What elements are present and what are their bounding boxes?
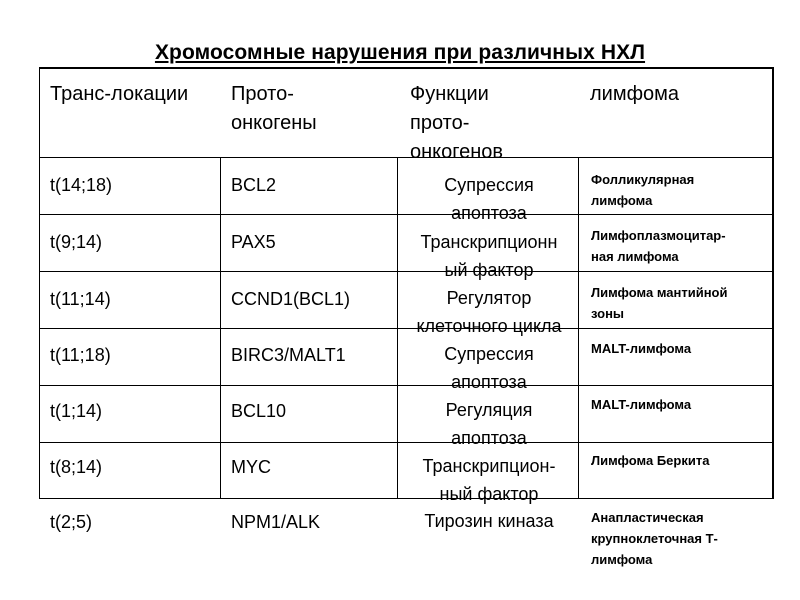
header-translocations bbox=[50, 80, 188, 109]
header-functions bbox=[410, 80, 503, 167]
header-functions-line: прото- bbox=[410, 112, 470, 134]
cell-function-line: Тирозин киназа bbox=[424, 511, 554, 531]
cell-function bbox=[398, 396, 580, 452]
cell-translocation: t(14;18) bbox=[50, 175, 113, 195]
cell-translocation: t(2;5) bbox=[50, 512, 93, 532]
header-translocations-label: Транс-локации bbox=[50, 83, 189, 105]
cell-gene: BCL2 bbox=[231, 175, 277, 195]
page-title: Хромосомные нарушения при различных НХЛ bbox=[154, 41, 646, 64]
cell-lymphoma-line: крупноклеточная Т- bbox=[591, 531, 718, 546]
cell-function-line: Регулятор bbox=[446, 288, 532, 308]
cell-lymphoma-line: лимфома bbox=[591, 552, 653, 567]
cell-function bbox=[398, 452, 580, 508]
table-border-right bbox=[772, 67, 774, 499]
cell-lymphoma bbox=[591, 282, 727, 324]
cell-function-line: ый фактор bbox=[444, 260, 534, 280]
cell-lymphoma-line: Лимфома Беркита bbox=[591, 453, 710, 468]
cell-lymphoma bbox=[591, 450, 709, 471]
cell-function-line: апоптоза bbox=[451, 428, 527, 448]
cell-lymphoma-line: MALT-лимфома bbox=[591, 397, 692, 412]
cell-function-line: ный фактор bbox=[439, 484, 539, 504]
cell-lymphoma bbox=[591, 338, 691, 359]
cell-function-line: Супрессия bbox=[444, 344, 534, 364]
cell-lymphoma bbox=[591, 394, 691, 415]
header-protooncogenes bbox=[231, 80, 317, 138]
table-border-top bbox=[39, 67, 774, 69]
cell-lymphoma-line: ная лимфома bbox=[591, 249, 679, 264]
cell-lymphoma-line: Фолликулярная bbox=[591, 172, 695, 187]
cell-lymphoma-line: Анапластическая bbox=[591, 510, 704, 525]
cell-translocation: t(8;14) bbox=[50, 457, 103, 477]
header-protooncogenes-line: Прото- bbox=[231, 83, 294, 105]
cell-gene: CCND1(BCL1) bbox=[231, 289, 351, 309]
cell-lymphoma bbox=[591, 507, 718, 570]
cell-translocation: t(1;14) bbox=[50, 401, 103, 421]
cell-function-line: клеточного цикла bbox=[416, 316, 562, 336]
cell-function-line: Регуляция bbox=[445, 400, 533, 420]
table-border-left bbox=[39, 67, 40, 499]
cell-translocation: t(11;18) bbox=[50, 345, 111, 365]
row-divider bbox=[39, 157, 774, 158]
header-functions-line: Функции bbox=[410, 83, 489, 105]
header-lymphoma bbox=[590, 80, 679, 109]
cell-function bbox=[398, 507, 580, 535]
cell-lymphoma bbox=[591, 225, 726, 267]
cell-translocation: t(11;14) bbox=[50, 289, 111, 309]
cell-translocation: t(9;14) bbox=[50, 232, 103, 252]
cell-function bbox=[398, 228, 580, 284]
header-functions-line: онкогенов bbox=[410, 141, 504, 163]
cell-gene: MYC bbox=[231, 457, 271, 477]
cell-lymphoma-line: зоны bbox=[591, 306, 625, 321]
cell-function bbox=[398, 171, 580, 227]
cell-function-line: Транскрипцион- bbox=[422, 456, 556, 476]
cell-gene: NPM1/ALK bbox=[231, 512, 321, 532]
cell-gene: PAX5 bbox=[231, 232, 276, 252]
cell-lymphoma-line: лимфома bbox=[591, 193, 653, 208]
cell-function-line: апоптоза bbox=[451, 203, 527, 223]
cell-function bbox=[398, 340, 580, 396]
header-lymphoma-label: лимфома bbox=[590, 83, 680, 105]
header-protooncogenes-line: онкогены bbox=[231, 112, 317, 134]
cell-function bbox=[398, 284, 580, 340]
cell-function-line: Транскрипционн bbox=[420, 232, 558, 252]
cell-gene: BIRC3/MALT1 bbox=[231, 345, 346, 365]
cell-gene: BCL10 bbox=[231, 401, 287, 421]
cell-lymphoma bbox=[591, 169, 694, 211]
cell-lymphoma-line: MALT-лимфома bbox=[591, 341, 692, 356]
cell-function-line: апоптоза bbox=[451, 372, 527, 392]
cell-lymphoma-line: Лимфома мантийной bbox=[591, 285, 728, 300]
cell-lymphoma-line: Лимфоплазмоцитар- bbox=[591, 228, 726, 243]
cell-function-line: Супрессия bbox=[444, 175, 534, 195]
